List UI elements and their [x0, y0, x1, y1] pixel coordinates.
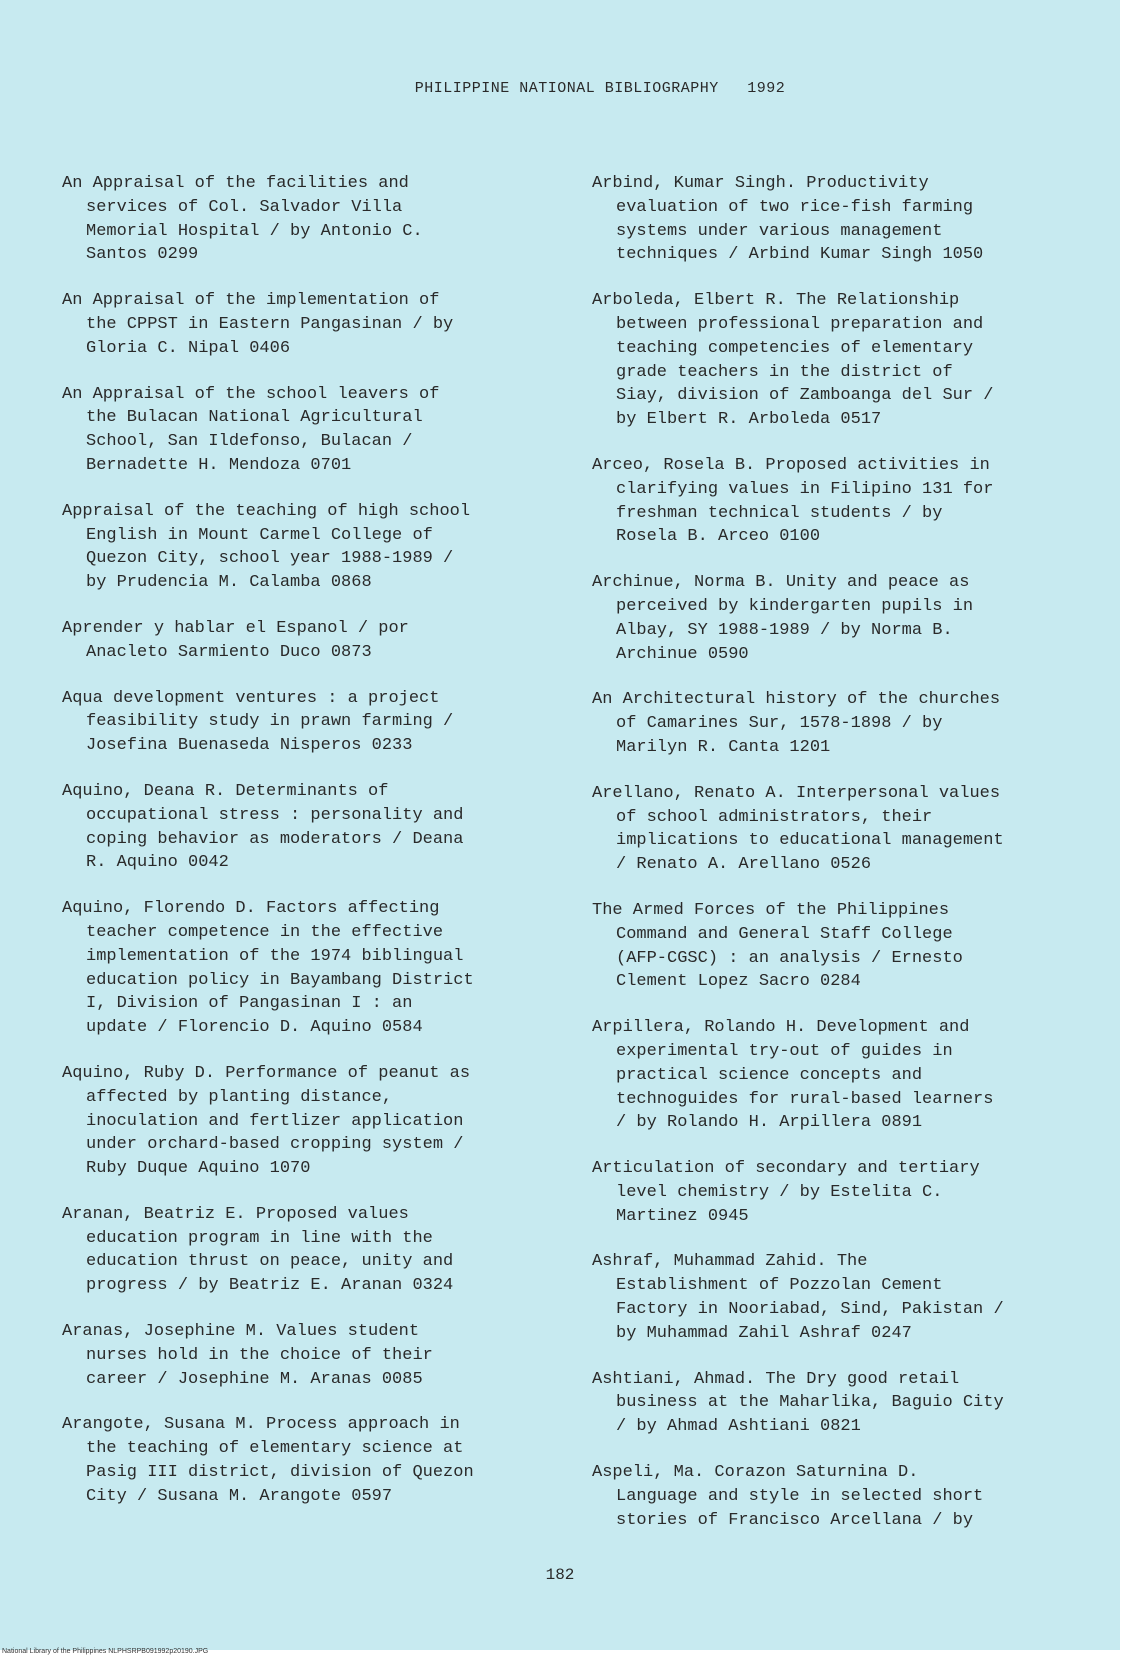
entry-line: business at the Maharlika, Baguio City: [616, 1393, 1004, 1413]
bibliography-entry: [62, 617, 552, 665]
entry-line: education policy in Bayambang District: [86, 970, 474, 990]
entry-line: I, Division of Pangasinan I : an: [86, 994, 413, 1014]
entry-line: Arellano, Renato A. Interpersonal values: [592, 783, 1001, 803]
bibliography-entry: [592, 899, 1092, 994]
bibliography-entry: [592, 1250, 1092, 1345]
entry-line: Appraisal of the teaching of high school: [62, 501, 471, 521]
entry-line: stories of Francisco Arcellana / by: [616, 1510, 974, 1530]
bibliography-entry: [62, 1203, 552, 1298]
scan-edge-right: [1120, 0, 1129, 1658]
right-column: [592, 150, 1092, 1532]
entry-line: of school administrators, their: [616, 807, 933, 827]
entry-line: nurses hold in the choice of their: [86, 1345, 433, 1365]
bibliography-entry: [592, 571, 1092, 666]
entry-line: Aquino, Deana R. Determinants of: [62, 781, 389, 801]
entry-line: An Appraisal of the school leavers of: [62, 384, 440, 404]
entry-line: Ashtiani, Ahmad. The Dry good retail: [592, 1369, 960, 1389]
entry-line: implications to educational management: [616, 831, 1004, 851]
entry-line: Martinez 0945: [616, 1206, 749, 1226]
entry-line: teaching competencies of elementary: [616, 338, 974, 358]
entry-line: Anacleto Sarmiento Duco 0873: [86, 642, 372, 662]
bibliography-entry: [62, 687, 552, 758]
entry-line: by Muhammad Zahil Ashraf 0247: [616, 1323, 912, 1343]
entry-line: Aprender y hablar el Espanol / por: [62, 618, 409, 638]
entry-line: teacher competence in the effective: [86, 922, 444, 942]
bibliography-entry: [592, 1016, 1092, 1135]
entry-line: Aquino, Ruby D. Performance of peanut as: [62, 1063, 471, 1083]
bibliography-entry: [62, 383, 552, 478]
entry-line: the CPPST in Eastern Pangasinan / by: [86, 314, 454, 334]
entry-line: Archinue 0590: [616, 644, 749, 664]
entry-line: progress / by Beatriz E. Aranan 0324: [86, 1276, 454, 1296]
entry-line: An Appraisal of the facilities and: [62, 174, 409, 193]
entry-line: / by Rolando H. Arpillera 0891: [616, 1113, 923, 1133]
entry-line: implementation of the 1974 biblingual: [86, 946, 464, 966]
entry-line: Establishment of Pozzolan Cement: [616, 1276, 943, 1296]
entry-line: Josefina Buenaseda Nisperos 0233: [86, 736, 413, 756]
header-year: 1992: [747, 80, 786, 97]
entry-line: between professional preparation and: [616, 314, 984, 334]
entry-line: clarifying values in Filipino 131 for: [616, 479, 994, 499]
entry-line: Arceo, Rosela B. Proposed activities in: [592, 455, 990, 475]
bibliography-entry: [62, 897, 552, 1040]
header-title: PHILIPPINE NATIONAL BIBLIOGRAPHY: [414, 80, 719, 97]
entry-line: update / Florencio D. Aquino 0584: [86, 1018, 423, 1038]
entry-line: Aquino, Florendo D. Factors affecting: [62, 899, 440, 919]
entry-line: / by Ahmad Ashtiani 0821: [616, 1417, 861, 1437]
entry-line: Factory in Nooriabad, Sind, Pakistan /: [616, 1300, 1004, 1320]
entry-line: education program in line with the: [86, 1228, 433, 1248]
entry-line: English in Mount Carmel College of: [86, 525, 433, 545]
entry-line: Bernadette H. Mendoza 0701: [86, 455, 352, 475]
entry-line: the Bulacan National Agricultural: [86, 408, 423, 428]
entry-line: Archinue, Norma B. Unity and peace as: [592, 573, 970, 593]
entry-line: The Armed Forces of the Philippines: [592, 900, 950, 920]
entry-line: techniques / Arbind Kumar Singh 1050: [616, 245, 984, 265]
entry-line: Santos 0299: [86, 245, 199, 265]
bibliography-entry: [592, 172, 1092, 267]
bibliography-entry: [62, 500, 552, 595]
entry-line: inoculation and fertlizer application: [86, 1111, 464, 1131]
entry-line: under orchard-based cropping system /: [86, 1135, 464, 1155]
entry-line: feasibility study in prawn farming /: [86, 712, 454, 732]
bibliography-entry: [592, 1368, 1092, 1439]
entry-line: Articulation of secondary and tertiary: [592, 1159, 980, 1179]
entry-line: Siay, division of Zamboanga del Sur /: [616, 386, 994, 406]
bibliography-entry: [592, 688, 1092, 759]
entry-line: career / Josephine M. Aranas 0085: [86, 1369, 423, 1389]
scan-footer-note: National Library of the Philippines NLPHSRPB091992p20190.JPG: [2, 1648, 209, 1655]
bibliography-entry: [62, 780, 552, 875]
bibliography-entry: [592, 289, 1092, 432]
entry-line: Marilyn R. Canta 1201: [616, 737, 831, 757]
entry-line: School, San Ildefonso, Bulacan /: [86, 432, 413, 452]
entry-line: of Camarines Sur, 1578-1898 / by: [616, 714, 943, 734]
entry-line: Aranan, Beatriz E. Proposed values: [62, 1204, 409, 1224]
entry-line: (AFP-CGSC) : an analysis / Ernesto: [616, 948, 963, 968]
entry-line: Albay, SY 1988-1989 / by Norma B.: [616, 620, 953, 640]
bibliography-entry: [62, 1062, 552, 1181]
entry-line: Rosela B. Arceo 0100: [616, 527, 821, 547]
entry-line: Ruby Duque Aquino 1070: [86, 1159, 311, 1179]
entry-line: R. Aquino 0042: [86, 853, 229, 873]
entry-line: Language and style in selected short: [616, 1486, 984, 1506]
page-number: 182: [545, 1566, 575, 1584]
entry-line: grade teachers in the district of: [616, 362, 953, 382]
entry-line: systems under various management: [616, 221, 943, 241]
entry-line: by Elbert R. Arboleda 0517: [616, 410, 882, 430]
entry-line: by Prudencia M. Calamba 0868: [86, 573, 372, 593]
entry-line: Ashraf, Muhammad Zahid. The: [592, 1252, 868, 1272]
bibliography-entry: [592, 1461, 1092, 1532]
entry-line: technoguides for rural-based learners: [616, 1089, 994, 1109]
bibliography-entry: [592, 782, 1092, 877]
entry-line: City / Susana M. Arangote 0597: [86, 1486, 393, 1506]
entry-line: perceived by kindergarten pupils in: [616, 596, 974, 616]
entry-line: Aranas, Josephine M. Values student: [62, 1322, 420, 1342]
entry-line: experimental try-out of guides in: [616, 1041, 953, 1061]
entry-line: Aspeli, Ma. Corazon Saturnina D.: [592, 1463, 919, 1483]
entry-line: practical science concepts and: [616, 1065, 923, 1085]
bibliography-entry: [592, 1157, 1092, 1228]
entry-line: affected by planting distance,: [86, 1087, 393, 1107]
entry-line: An Appraisal of the implementation of: [62, 291, 440, 311]
entry-line: coping behavior as moderators / Deana: [86, 829, 464, 849]
entry-line: / Renato A. Arellano 0526: [616, 855, 872, 875]
entry-line: level chemistry / by Estelita C.: [616, 1182, 943, 1202]
left-column: [62, 150, 552, 1509]
entry-line: Quezon City, school year 1988-1989 /: [86, 549, 454, 569]
entry-line: education thrust on peace, unity and: [86, 1252, 454, 1272]
entry-line: Clement Lopez Sacro 0284: [616, 972, 861, 992]
entry-line: evaluation of two rice-fish farming: [616, 197, 974, 217]
entry-line: services of Col. Salvador Villa: [86, 197, 403, 217]
running-header: [0, 80, 1120, 97]
entry-line: Pasig III district, division of Quezon: [86, 1463, 474, 1483]
entry-line: freshman technical students / by: [616, 503, 943, 523]
entry-line: Arpillera, Rolando H. Development and: [592, 1018, 970, 1038]
entry-line: occupational stress : personality and: [86, 805, 464, 825]
entry-line: Gloria C. Nipal 0406: [86, 338, 291, 358]
bibliography-entry: [62, 1413, 552, 1508]
bibliography-entry: [592, 454, 1092, 549]
bibliography-entry: [62, 289, 552, 360]
entry-line: the teaching of elementary science at: [86, 1439, 464, 1459]
entry-line: An Architectural history of the churches: [592, 690, 1001, 710]
entry-line: Command and General Staff College: [616, 924, 953, 944]
bibliography-entry: [62, 1320, 552, 1391]
bibliography-entry: [62, 172, 552, 267]
entry-line: Arbind, Kumar Singh. Productivity: [592, 174, 929, 193]
entry-line: Arangote, Susana M. Process approach in: [62, 1415, 460, 1435]
entry-line: Aqua development ventures : a project: [62, 688, 440, 708]
entry-line: Arboleda, Elbert R. The Relationship: [592, 291, 960, 311]
entry-line: Memorial Hospital / by Antonio C.: [86, 221, 423, 241]
